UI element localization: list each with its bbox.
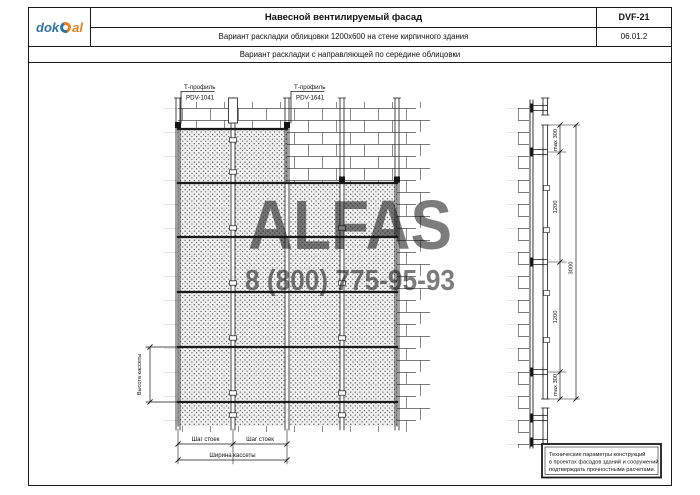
- stud-step-dim-label-2: Шаг стоек: [246, 437, 274, 443]
- section-view: [506, 98, 580, 450]
- t-profile-label-2-name: Т-профиль: [294, 84, 326, 91]
- t-profile-label-1-code: PDV-1041: [186, 94, 215, 102]
- section-dimensions: [544, 123, 580, 401]
- section-clips: [544, 186, 550, 343]
- rail-splice-sleeve: [229, 98, 238, 123]
- sheet-subtitle: Вариант раскладки облицовки 1200x600 на стене кирпичного здания: [91, 28, 596, 48]
- variant-note: Вариант раскладки с направляющей по середине облицовки: [239, 50, 461, 59]
- t-profile-label-2-code: PDV-1641: [296, 94, 325, 102]
- note-line-2: в проектах фасадов зданий и сооружений: [549, 459, 659, 466]
- cassette-height-dim-label: Высота кассеты: [137, 353, 143, 396]
- section-rail: [542, 98, 550, 450]
- dim-3000-total: 3000: [568, 261, 575, 275]
- t-profile-label-1-name: Т-профиль: [184, 84, 216, 91]
- dim-max300-bottom: max 300: [553, 373, 559, 397]
- dim-1200-upper: 1200: [553, 200, 559, 214]
- watermark-phone: 8 (800) 775-95-93: [245, 265, 455, 297]
- section-brick-wall: [506, 100, 533, 448]
- sheet-title: Навесной вентилируемый фасад: [91, 8, 596, 28]
- document-code: DVF-21: [596, 8, 671, 28]
- note-line-1: Технические параметры конструкций: [549, 452, 646, 458]
- bottom-dimensions: [176, 429, 289, 464]
- watermark: [245, 186, 455, 297]
- cassette-width-dim-label: Ширина кассеты: [209, 453, 256, 459]
- dim-1200-lower: 1200: [553, 310, 559, 324]
- stud-step-dim-label-1: Шаг стоек: [191, 437, 220, 443]
- note-line-3: подтверждать прочностными расчетами.: [549, 467, 656, 473]
- dim-max300-top: max 300: [553, 128, 559, 152]
- sheet-number: 06.01.2: [596, 28, 671, 48]
- logo-text-dok: dok: [36, 19, 60, 35]
- note-box: [542, 444, 661, 478]
- logo-text-al: al: [72, 19, 83, 35]
- watermark-brand: ALFAS: [248, 186, 452, 264]
